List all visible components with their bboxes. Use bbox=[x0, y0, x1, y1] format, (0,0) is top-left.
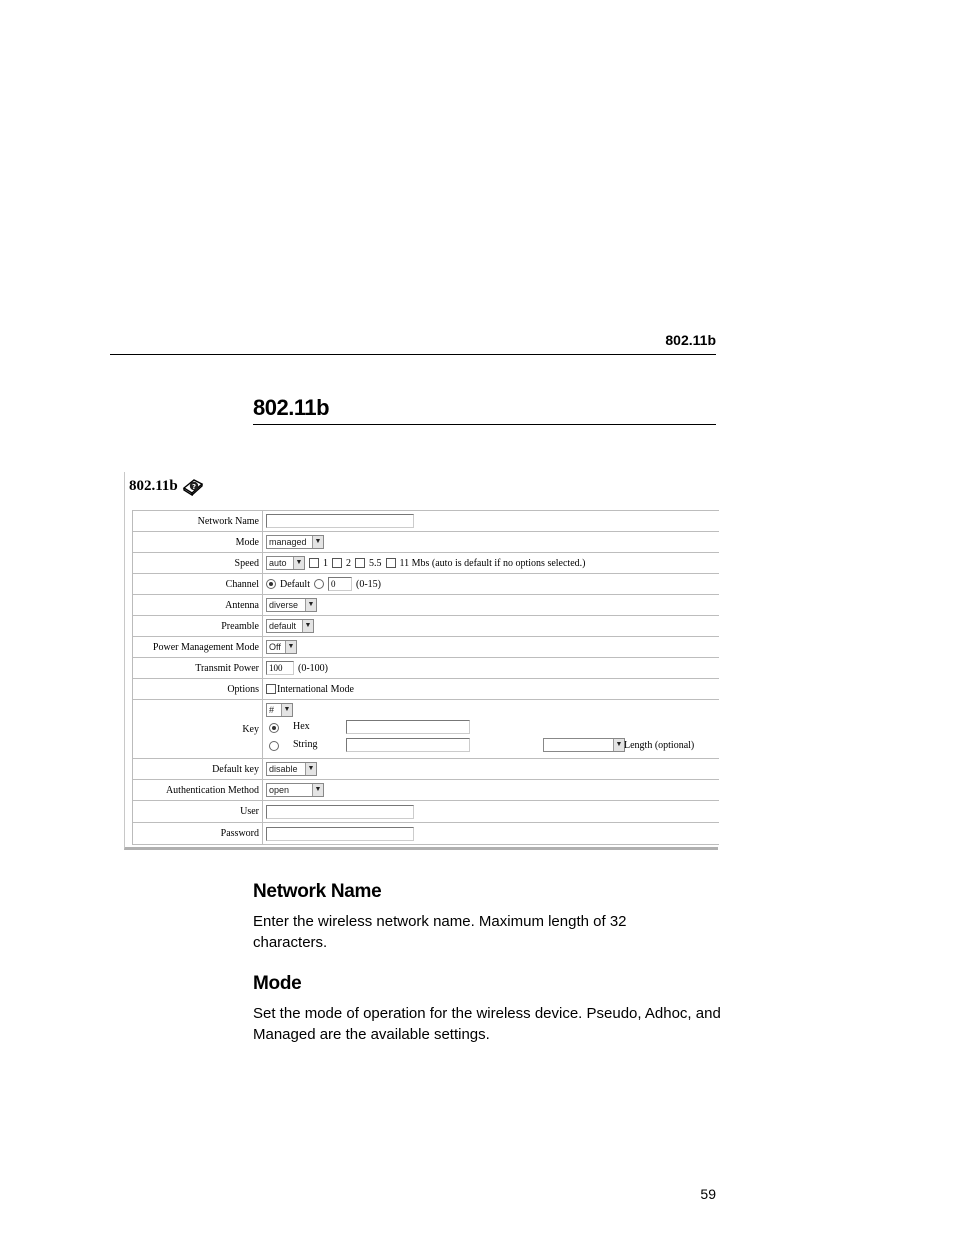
network-name-text: Enter the wireless network name. Maximum length of 32 characters. bbox=[253, 913, 627, 951]
channel-label: Channel bbox=[133, 574, 263, 594]
network-name-heading: Network Name bbox=[253, 881, 382, 902]
header-rule bbox=[110, 354, 716, 355]
chevron-down-icon: ▼ bbox=[312, 784, 323, 796]
speed-11-label: 11 Mbs (auto is default if no options selected.) bbox=[399, 557, 586, 569]
chevron-down-icon: ▼ bbox=[305, 599, 316, 611]
key-string-radio[interactable] bbox=[269, 741, 279, 751]
options-label: Options bbox=[133, 679, 263, 699]
page-number: 59 bbox=[700, 1186, 716, 1202]
antenna-select[interactable]: diverse ▼ bbox=[266, 598, 317, 612]
row-channel bbox=[133, 573, 719, 594]
row-key bbox=[133, 699, 719, 758]
help-book-icon[interactable] bbox=[182, 476, 204, 496]
speed-select[interactable]: auto ▼ bbox=[266, 556, 305, 570]
speed-label: Speed bbox=[133, 553, 263, 573]
transmit-power-input[interactable]: 100 bbox=[266, 661, 294, 675]
row-mode bbox=[133, 531, 719, 552]
transmit-power-label: Transmit Power bbox=[133, 658, 263, 678]
mode-select[interactable]: managed ▼ bbox=[266, 535, 324, 549]
row-antenna bbox=[133, 594, 719, 615]
password-input[interactable] bbox=[266, 827, 414, 841]
chevron-down-icon: ▼ bbox=[613, 739, 624, 751]
authentication-label: Authentication Method bbox=[133, 780, 263, 800]
speed-5-5-label: 5.5 bbox=[369, 557, 382, 569]
speed-5-5-checkbox[interactable] bbox=[355, 558, 365, 568]
default-key-label: Default key bbox=[133, 759, 263, 779]
mode-heading: Mode bbox=[253, 973, 302, 994]
channel-input[interactable]: 0 bbox=[328, 577, 352, 591]
row-speed bbox=[133, 552, 719, 573]
power-management-label: Power Management Mode bbox=[133, 637, 263, 657]
row-user bbox=[133, 800, 719, 822]
section-rule bbox=[253, 424, 716, 425]
row-power-management bbox=[133, 636, 719, 657]
chevron-down-icon: ▼ bbox=[302, 620, 313, 632]
settings-screenshot bbox=[124, 472, 718, 850]
row-password bbox=[133, 822, 719, 845]
user-input[interactable] bbox=[266, 805, 414, 819]
channel-range: (0-15) bbox=[356, 578, 381, 590]
speed-2-checkbox[interactable] bbox=[332, 558, 342, 568]
row-preamble bbox=[133, 615, 719, 636]
mode-text: Set the mode of operation for the wireless device. Pseudo, Adhoc, and Managed are the available settings. bbox=[253, 1005, 721, 1043]
key-hex-radio[interactable] bbox=[269, 723, 279, 733]
key-index-select[interactable]: # ▼ bbox=[266, 703, 293, 717]
row-options bbox=[133, 678, 719, 699]
default-key-select[interactable]: disable ▼ bbox=[266, 762, 317, 776]
speed-1-label: 1 bbox=[323, 557, 328, 569]
key-length-select[interactable] bbox=[543, 738, 625, 752]
transmit-power-range: (0-100) bbox=[298, 662, 328, 674]
key-label: Key bbox=[133, 700, 263, 758]
key-hex-input[interactable] bbox=[346, 720, 470, 734]
screenshot-title bbox=[129, 476, 204, 496]
chevron-down-icon: ▼ bbox=[305, 763, 316, 775]
row-authentication bbox=[133, 779, 719, 800]
preamble-label: Preamble bbox=[133, 616, 263, 636]
key-length-label: Length (optional) bbox=[624, 740, 695, 751]
running-head: 802.11b bbox=[665, 332, 716, 348]
row-default-key bbox=[133, 758, 719, 779]
key-string-label: String bbox=[293, 739, 318, 750]
power-management-select[interactable]: Off ▼ bbox=[266, 640, 297, 654]
key-string-input[interactable] bbox=[346, 738, 470, 752]
chevron-down-icon: ▼ bbox=[281, 704, 292, 716]
international-mode-label: International Mode bbox=[277, 683, 354, 695]
chevron-down-icon: ▼ bbox=[293, 557, 304, 569]
chevron-down-icon: ▼ bbox=[312, 536, 323, 548]
speed-11-checkbox[interactable] bbox=[386, 558, 396, 568]
row-network-name bbox=[133, 510, 719, 531]
speed-1-checkbox[interactable] bbox=[309, 558, 319, 568]
section-title: 802.11b bbox=[253, 395, 330, 420]
user-label: User bbox=[133, 801, 263, 822]
mode-label: Mode bbox=[133, 532, 263, 552]
speed-2-label: 2 bbox=[346, 557, 351, 569]
password-label: Password bbox=[133, 823, 263, 844]
row-transmit-power bbox=[133, 657, 719, 678]
authentication-select[interactable]: open ▼ bbox=[266, 783, 324, 797]
channel-custom-radio[interactable] bbox=[314, 579, 324, 589]
chevron-down-icon: ▼ bbox=[285, 641, 296, 653]
network-name-label: Network Name bbox=[133, 511, 263, 531]
network-name-input[interactable] bbox=[266, 514, 414, 528]
antenna-label: Antenna bbox=[133, 595, 263, 615]
international-mode-checkbox[interactable] bbox=[266, 684, 276, 694]
channel-default-label: Default bbox=[280, 578, 310, 590]
channel-default-radio[interactable] bbox=[266, 579, 276, 589]
screenshot-title-text: 802.11b bbox=[129, 477, 178, 494]
svg-text:?: ? bbox=[191, 483, 196, 491]
key-hex-label: Hex bbox=[293, 721, 310, 732]
settings-form bbox=[132, 510, 719, 845]
preamble-select[interactable]: default ▼ bbox=[266, 619, 314, 633]
